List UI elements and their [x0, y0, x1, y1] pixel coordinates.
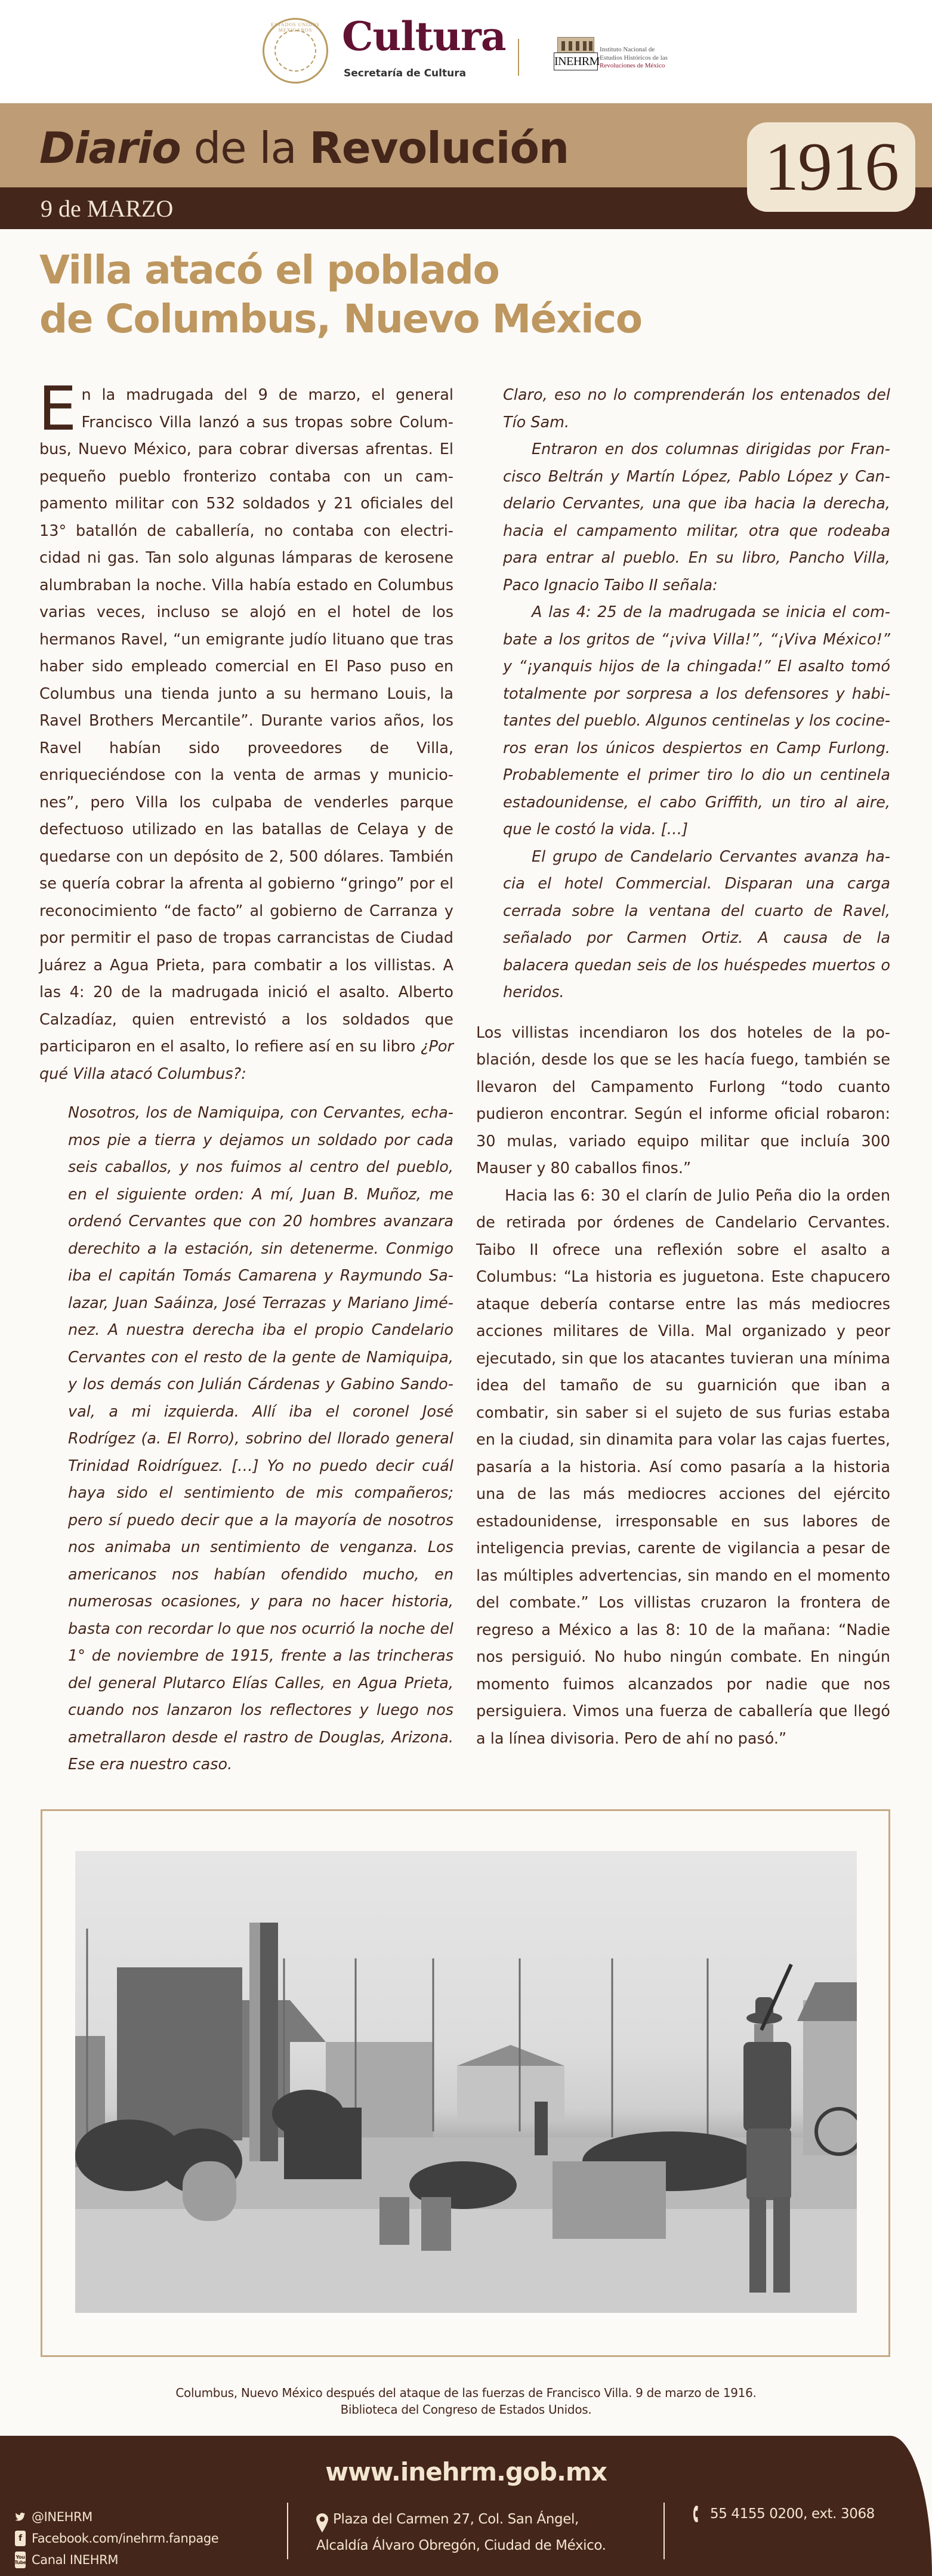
series-title: Diario de la Revolución — [39, 123, 569, 173]
inehrm-full-name: Instituto Nacional de Estudios Históricos de las Revoluciones de México — [600, 46, 668, 69]
location-pin-icon — [316, 2513, 328, 2532]
intro-paragraph: En la madrugada del 9 de marzo, el general Francisco Villa lanzó a sus tropas sobre Columbus, Nuevo México, para cobrar diversas afrentas. El pequeño pueblo fronterizo contaba con un campamento militar con 532 soldados y 21 oficiales del 13° batallón de caballería, no contaba con electricidad ni gas. Tan solo algunas lámparas de kerosene alumbraban la noche. Villa había estado en Columbus varias veces, incluso se alojó en el hotel de los hermanos Ravel, “un emigrante judío lituano que tras haber sido empleado comercial en El Paso puso en Columbus una tienda junto a su hermano Louis, la Ravel Brothers Mercantile”. Durante varios años, los Ravel habían sido proveedores de Villa, enriqueciéndose con la venta de armas y municiones”, pero Villa los culpaba de venderles parque defectuoso utilizado en las batallas de Celaya y de quedarse con un depósito de 2, 500 dólares. También se quería cobrar la afrenta al gobierno “gringo” por el reconocimiento “de facto” al gobierno de Carranza y por permitir el paso de tropas carrancistas de Ciudad Juárez a Agua Prieta, para combatir a los villistas. A las 4: 20 de la madrugada inició el asalto. Alberto Calzadíaz, quien entrevistó a los soldados que participaron en el asalto, lo refiere así en su libro ¿Por qué Villa atacó Columbus?: — [38, 374, 453, 1083]
cultura-logo-text: Cultura — [342, 13, 506, 60]
block-quote: Nosotros, los de Namiquipa, con Cervantes, echamos pie a tierra y dejamos un soldado por cada seis caballos, y nos fuimos al centro del pueblo, en el siguiente orden: A mí, Juan B. Muñoz, me ordenó Cervantes que con 20 hombres avanzara derechito a la estación, sin detenerme. Conmigo iba el capitán Tomás Camarena y Raymundo Salazar, Juan Saáinza, José Terrazas y Mariano Jiménez. A nuestra derecha iba el propio Candelario Cervantes con el resto de la gente de Namiquipa, y los demás con Julián Cárdenas y Gabino Sandoval, a mi izquierda. Allí iba el coronel José Rodrígez (a. El Rorro), sobrino del llorado general Trinidad Roidríguez. […] Yo no puedo decir cuál haya sido el sentimiento de mis compañeros; pero sí puedo decir que a la mayoría de nosotros nos animaba un sentimiento de venganza. Los americanos nos habían ofendido mucho, en numerosas ocasiones, y para no hacer historia, basta con recordar lo que nos ocurrió la noche del 1° de noviembre de 1915, frente a las trincheras del general Plutarco Elías Calles, en Agua Prieta, cuando nos lanzaron los reflectores y luego nos ametrallaron desde el rastro de Douglas, Arizona. Ese era nuestro caso. — [68, 1104, 453, 1773]
article-column-right — [476, 382, 890, 1753]
body-paragraph: Los villistas incendiaron los dos hoteles de la población, desde los que se les hacía fuego, también se llevaron del Campamento Furlong “todo cuanto pudieron encontrar. Según el informe oficial robaron: 30 mulas, variado equipo militar que incluía 300 Mauser y 80 caballos finos.” — [476, 1023, 890, 1177]
seal-text: ESTADOS UNIDOS MEXICANOS — [271, 22, 320, 33]
block-quote: El grupo de Candelario Cervantes avanza hacia el hotel Commercial. Disparan una carga cerrada sobre la ventana del cuarto de Ravel, señalado por Carmen Ortiz. A causa de la balacera quedan seis de los huéspedes muertos o heridos. — [503, 847, 890, 1001]
twitter-icon — [15, 2510, 26, 2523]
photo-illustration — [75, 1851, 857, 2313]
social-links — [15, 2506, 218, 2571]
social-twitter[interactable]: @INEHRM — [15, 2506, 218, 2528]
inehrm-building-icon — [554, 37, 598, 70]
address: Plaza del Carmen 27, Col. San Ángel, Alcaldía Álvaro Obregón, Ciudad de México. — [316, 2512, 606, 2553]
photo-frame — [41, 1809, 890, 2357]
website-link[interactable]: www.inehrm.gob.mx — [325, 2457, 607, 2486]
photo-caption: Columbus, Nuevo México después del ataque de las fuerzas de Francisco Villa. 9 de marzo de 1916. Biblioteca del Congreso de Estados Unidos. — [175, 2386, 757, 2417]
block-quote: Entraron en dos columnas dirigidas por Francisco Beltrán y Martín López, Pablo López y Candelario Cervantes, una que iba hacia la derecha, hacia el campamento militar, otra que rodeaba para entrar al pueblo. En su libro, Pancho Villa, Paco Ignacio Taibo II señala: — [503, 440, 890, 594]
article-title: Villa atacó el poblado de Columbus, Nuevo México — [39, 247, 642, 342]
year-badge: 1916 — [747, 122, 915, 212]
facebook-icon: f — [15, 2531, 26, 2546]
block-quote: A las 4: 25 de la madrugada se inicia el combate a los gritos de “¡viva Villa!”, “¡Viva México!” y “¡yanquis hijos de la chingada!” El asalto tomó totalmente por sorpresa a los defensores y habitantes del pueblo. Algunos centinelas y los cocineros eran los únicos despiertos en Camp Furlong. Probablemente el primer tiro lo dio un centinela estadounidense, el cabo Griffith, un tiro al aire, que le costó la vida. […] — [503, 603, 890, 838]
footer — [0, 2436, 932, 2576]
body-paragraph: Hacia las 6: 30 el clarín de Julio Peña dio la orden de retirada por órdenes de Candelario Cervantes. Taibo II ofrece una reflexión sobre el asalto a Columbus: “La historia es juguetona. Este chapucero ataque debería contarse entre las más mediocres acciones militares de Villa. Mal organizado y peor ejecutado, sin que los atacantes tuvieran una mínima idea del tamaño de su guarnición que iban a combatir, sin saber si el sujeto de sus furias estaba en la ciudad, sin dinamita para volar las cajas fuertes, pasaría a la historia. Así como pasaría a la historia una de las más mediocres acciones del ejército estadounidense, irresponsable en sus labores de inteligencia previas, carente de vigilancia a pesar de las múltiples advertencias, sin mando en el momento del combate.” Los villistas cruzaron la frontera de regreso a México a las 8: 10 de la mañana: “Nadie nos persiguió. No hubo ningún combate. En ningún momento fuimos alcanzados por nadie que nos persiguiera. Vimos una fuerza de caballería que llegó a la línea divisoria. Pero de ahí no pasó.” — [476, 1186, 890, 1748]
mexico-coat-of-arms-icon — [263, 18, 328, 84]
social-facebook[interactable]: f Facebook.com/inehrm.fanpage — [15, 2528, 218, 2549]
logo-divider — [518, 39, 519, 76]
footer-divider — [287, 2503, 288, 2559]
logo-bar — [0, 0, 932, 103]
cultura-subtitle: Secretaría de Cultura — [344, 67, 467, 79]
phone-contact[interactable]: 55 4155 0200, ext. 3068 — [693, 2505, 875, 2523]
book-title: ¿Por qué Villa atacó Columbus?: — [39, 1038, 453, 1083]
inehrm-acronym: INEHRM — [554, 53, 598, 70]
footer-divider — [663, 2503, 665, 2559]
block-quote-continued: Claro, eso no lo comprenderán los entenados del Tío Sam. — [503, 386, 890, 431]
social-youtube[interactable]: You Tube Canal INEHRM — [14, 2553, 119, 2567]
article-column-left — [38, 374, 453, 1779]
dropcap: E — [38, 374, 77, 445]
youtube-icon: You Tube — [15, 2552, 26, 2568]
historical-photo — [75, 1851, 857, 2313]
phone-icon — [693, 2505, 702, 2523]
date-label: 9 de MARZO — [41, 195, 174, 222]
